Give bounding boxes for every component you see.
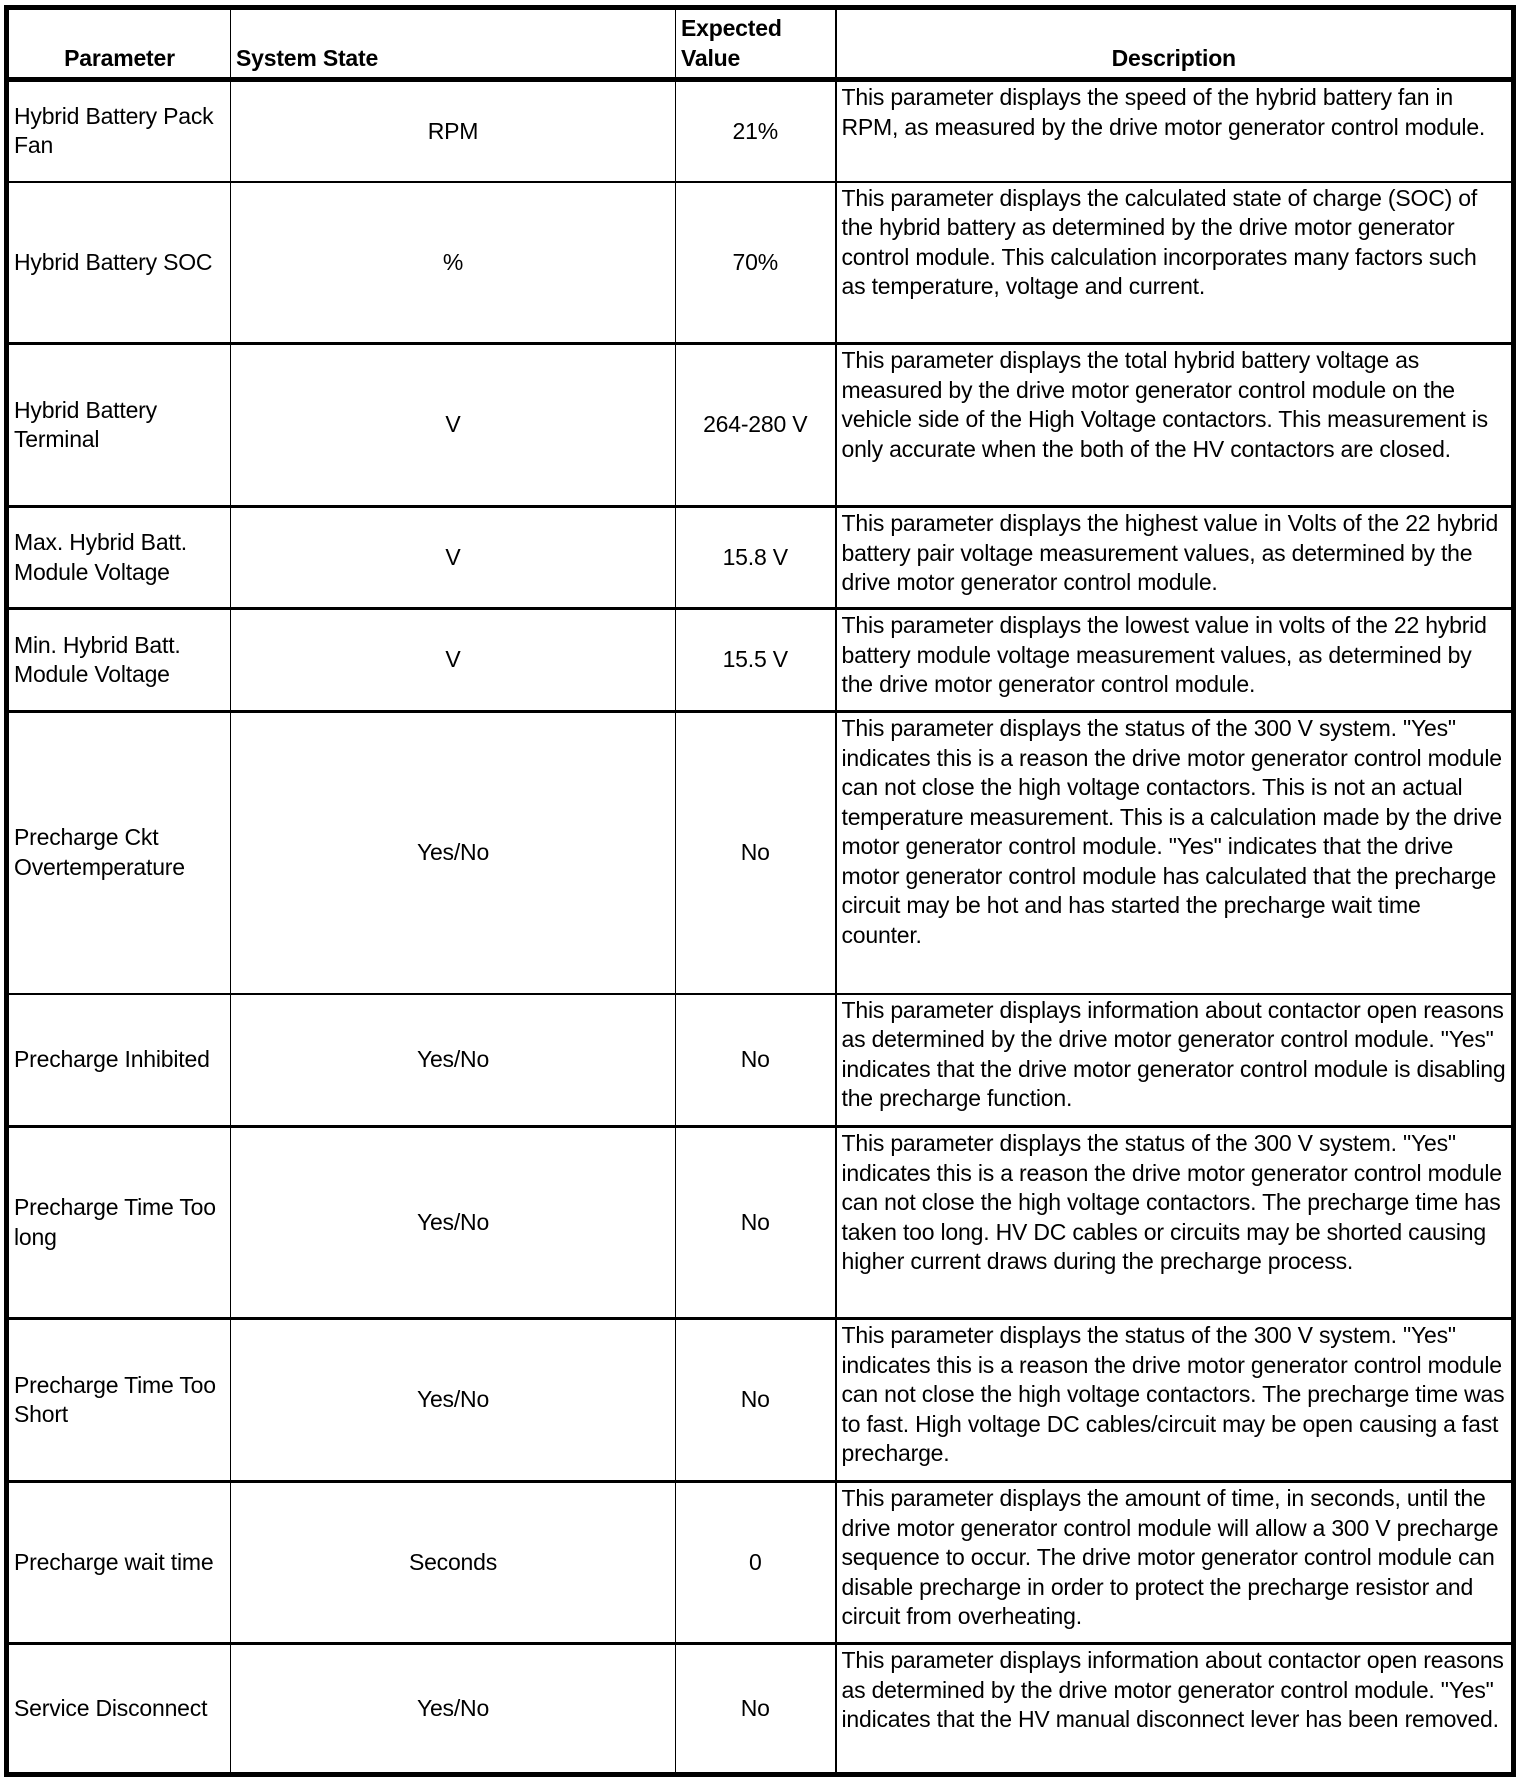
cell-parameter: Service Disconnect <box>7 1644 231 1775</box>
cell-parameter: Min. Hybrid Batt. Module Voltage <box>7 609 231 712</box>
table-row <box>7 609 1514 712</box>
table-row <box>7 712 1514 994</box>
cell-description: This parameter displays the total hybrid battery voltage as measured by the drive motor generator control module on the vehicle side of the High Voltage contactors. This measurement is only accurate when the both of the HV contactors are closed. <box>836 344 1514 507</box>
cell-parameter: Hybrid Battery Pack Fan <box>7 80 231 182</box>
cell-description: This parameter displays the status of the 300 V system. "Yes" indicates this is a reason the drive motor generator control module can not close the high voltage contactors. The precharge time was to fast. High voltage DC cables/circuit may be open causing a fast precharge. <box>836 1319 1514 1482</box>
cell-expected-value: No <box>676 994 836 1127</box>
cell-parameter: Precharge Time Too long <box>7 1127 231 1319</box>
cell-system-state: Seconds <box>231 1482 676 1644</box>
cell-parameter: Precharge Time Too Short <box>7 1319 231 1482</box>
cell-parameter: Max. Hybrid Batt. Module Voltage <box>7 507 231 609</box>
header-expected-value <box>676 8 836 80</box>
header-row <box>7 8 1514 80</box>
table-row <box>7 1644 1514 1775</box>
cell-expected-value: No <box>676 1127 836 1319</box>
cell-parameter: Precharge Ckt Overtemperature <box>7 712 231 994</box>
header-description: Description <box>836 8 1514 80</box>
table-row <box>7 182 1514 344</box>
cell-system-state: Yes/No <box>231 1319 676 1482</box>
cell-description: This parameter displays the lowest value in volts of the 22 hybrid battery module voltage measurement values, as determined by the drive motor generator control module. <box>836 609 1514 712</box>
cell-description: This parameter displays information about contactor open reasons as determined by the drive motor generator control module. "Yes" indicates that the HV manual disconnect lever has been removed. <box>836 1644 1514 1775</box>
parameter-table <box>4 5 1516 1777</box>
cell-system-state: Yes/No <box>231 1127 676 1319</box>
table-row <box>7 507 1514 609</box>
table-row <box>7 1127 1514 1319</box>
cell-description: This parameter displays the status of the 300 V system. "Yes" indicates this is a reason the drive motor generator control module can not close the high voltage contactors. This is not an actual temperature measurement. This is a calculation made by the drive motor generator control module. "Yes" indicates that the drive motor generator control module has calculated that the precharge circuit may be hot and has started the precharge wait time counter. <box>836 712 1514 994</box>
cell-expected-value: 15.8 V <box>676 507 836 609</box>
cell-description: This parameter displays information about contactor open reasons as determined by the drive motor generator control module. "Yes" indicates that the drive motor generator control module is disabling the precharge function. <box>836 994 1514 1127</box>
cell-expected-value: No <box>676 712 836 994</box>
header-expected-line1: Expected <box>681 15 782 41</box>
header-expected-line2: Value <box>681 44 741 71</box>
cell-expected-value: No <box>676 1644 836 1775</box>
cell-system-state: % <box>231 182 676 344</box>
cell-description: This parameter displays the status of the 300 V system. "Yes" indicates this is a reason the drive motor generator control module can not close the high voltage contactors. The precharge time has taken too long. HV DC cables or circuits may be shorted causing higher current draws during the precharge process. <box>836 1127 1514 1319</box>
cell-expected-value: 21% <box>676 80 836 182</box>
table-row <box>7 994 1514 1127</box>
cell-expected-value: 15.5 V <box>676 609 836 712</box>
cell-system-state: Yes/No <box>231 994 676 1127</box>
cell-parameter: Precharge Inhibited <box>7 994 231 1127</box>
cell-parameter: Hybrid Battery Terminal <box>7 344 231 507</box>
cell-expected-value: 264-280 V <box>676 344 836 507</box>
cell-description: This parameter displays the highest value in Volts of the 22 hybrid battery pair voltage measurement values, as determined by the drive motor generator control module. <box>836 507 1514 609</box>
cell-system-state: Yes/No <box>231 1644 676 1775</box>
cell-expected-value: No <box>676 1319 836 1482</box>
cell-description: This parameter displays the amount of time, in seconds, until the drive motor generator control module will allow a 300 V precharge sequence to occur. The drive motor generator control module can disable precharge in order to protect the precharge resistor and circuit from overheating. <box>836 1482 1514 1644</box>
table-row <box>7 80 1514 182</box>
cell-expected-value: 70% <box>676 182 836 344</box>
table-row <box>7 1319 1514 1482</box>
cell-description: This parameter displays the calculated state of charge (SOC) of the hybrid battery as determined by the drive motor generator control module. This calculation incorporates many factors such as temperature, voltage and current. <box>836 182 1514 344</box>
table-row <box>7 1482 1514 1644</box>
header-parameter: Parameter <box>7 8 231 80</box>
cell-description: This parameter displays the speed of the hybrid battery fan in RPM, as measured by the drive motor generator control module. <box>836 80 1514 182</box>
cell-system-state: V <box>231 344 676 507</box>
table-row <box>7 344 1514 507</box>
cell-system-state: V <box>231 609 676 712</box>
cell-parameter: Precharge wait time <box>7 1482 231 1644</box>
cell-expected-value: 0 <box>676 1482 836 1644</box>
cell-system-state: V <box>231 507 676 609</box>
cell-parameter: Hybrid Battery SOC <box>7 182 231 344</box>
cell-system-state: RPM <box>231 80 676 182</box>
cell-system-state: Yes/No <box>231 712 676 994</box>
header-system-state: System State <box>231 8 676 80</box>
